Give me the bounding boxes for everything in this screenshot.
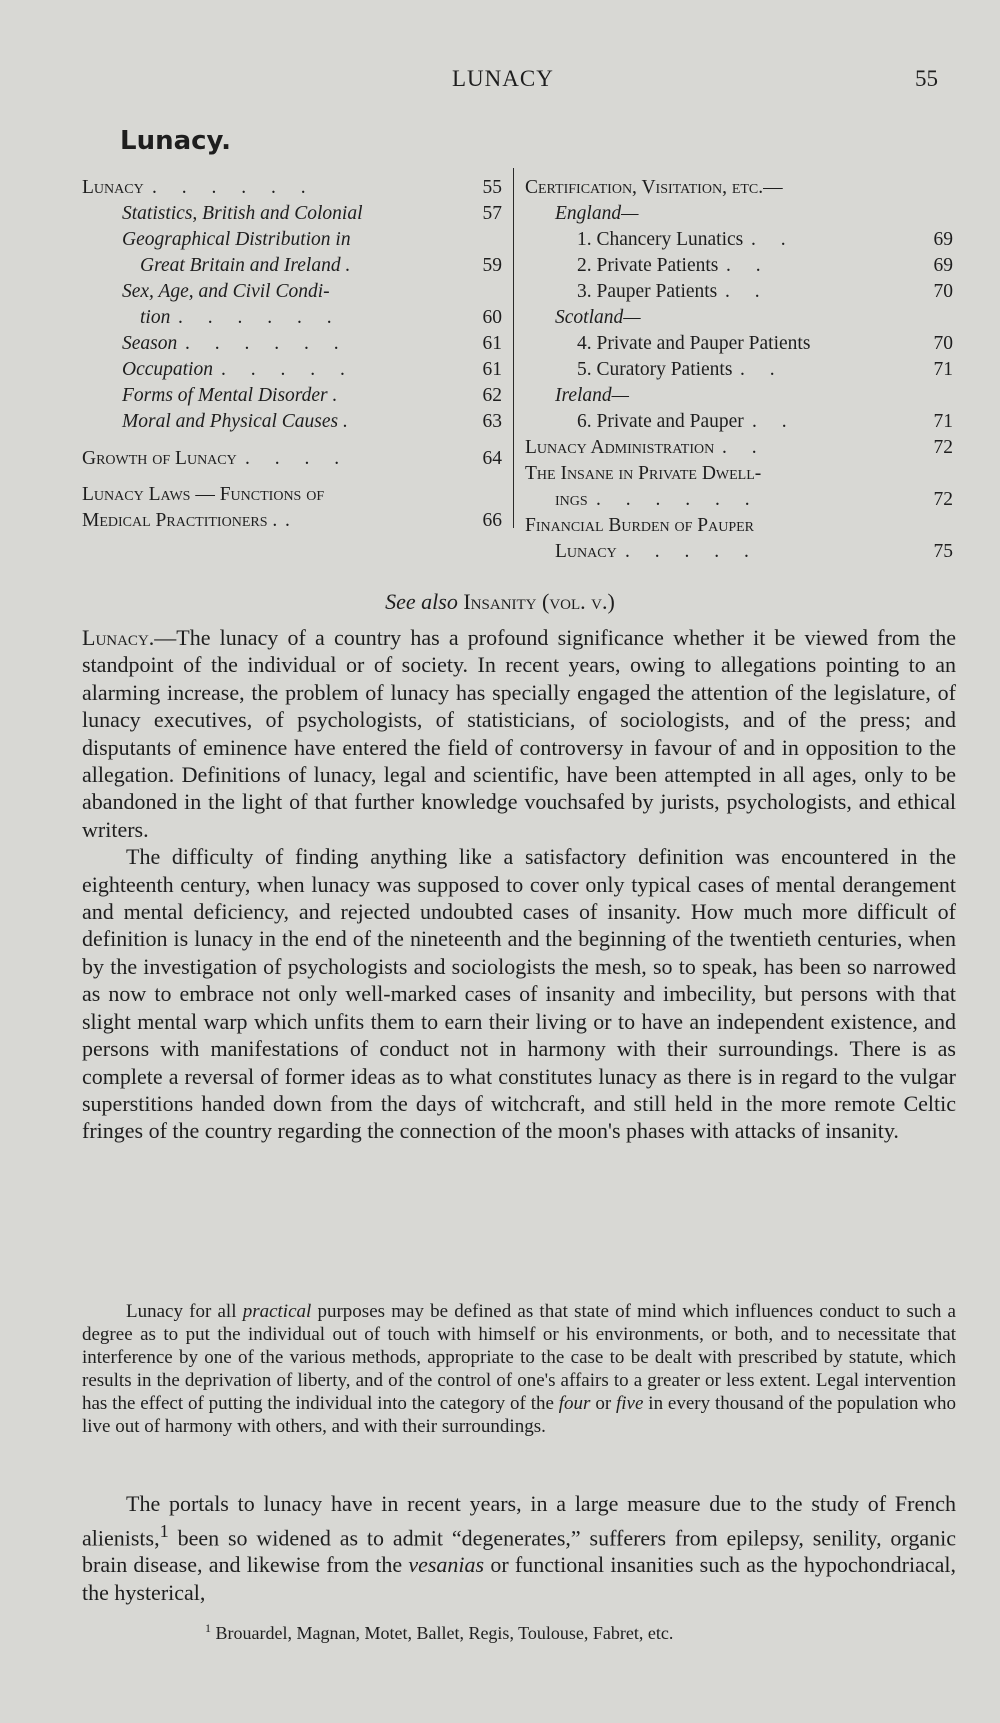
portals-text-c: or functional insanities such as the hypochondriacal, the hysterical,: [82, 1552, 956, 1605]
toc-right-entry-label: Certification, Visitation, etc.—: [525, 177, 783, 198]
toc-left-entry-leader: . . . . . .: [178, 307, 342, 328]
toc-left-entry-label: Great Britain and Ireland .: [140, 255, 351, 276]
definition-paragraph: [82, 1300, 956, 1438]
toc-right-entry-page: 71: [933, 359, 953, 380]
toc-right-entry-page: 72: [933, 437, 953, 458]
toc-left-entry[interactable]: [82, 409, 502, 435]
footnote-reference[interactable]: 1: [159, 1520, 169, 1541]
toc-left-entry-page: 62: [482, 385, 502, 406]
toc-right-entry-leader: . .: [752, 411, 797, 432]
definition-text-or: or: [590, 1393, 616, 1414]
toc-left-entry-label: Geographical Distribution in: [122, 229, 351, 250]
definition-block: [82, 1300, 956, 1438]
toc-right-entry-label: 3. Pauper Patients: [577, 281, 718, 302]
footnote: [205, 1621, 673, 1644]
toc-left-entry-label: Medical Practitioners .: [82, 510, 278, 531]
portals-text-a: The portals to lunacy have in recent years, in a large measure due to the study of French alienists,: [82, 1491, 956, 1550]
running-header: [0, 66, 1000, 100]
toc-left-entry: [82, 279, 502, 305]
toc-left-entry[interactable]: [82, 253, 502, 279]
toc-left-entry-label: Forms of Mental Disorder .: [122, 385, 338, 406]
toc-right-entry: [525, 305, 953, 331]
toc-right-entry-leader: . . . . . .: [596, 489, 760, 510]
toc-left-entry-page: 60: [482, 307, 502, 328]
toc-left-entry-label: Growth of Lunacy: [82, 448, 237, 469]
toc-left-entry: [82, 482, 502, 508]
definition-text-c: in every thousand of the population who live out of harmony with others, and with their surroundings.: [82, 1393, 956, 1437]
toc-left-entry[interactable]: [82, 508, 502, 534]
contents-left-column: [82, 175, 502, 534]
toc-left-entry-page: 61: [482, 333, 502, 354]
toc-right-entry-label: The Insane in Private Dwell-: [525, 463, 762, 484]
toc-left-entry-label: Lunacy Laws — Functions of: [82, 484, 325, 505]
toc-right-entry-leader: . .: [751, 229, 796, 250]
column-divider: [513, 168, 514, 528]
definition-text-b: purposes may be defined as that state of mind which influences conduct to such a degree as to put the individual out of touch with himself or his environments, or both, and to necessitate that interference by one of the various methods, appropriate to the case to be dealt with prescribed by statute, which results in the deprivation of liberty, and of the control of one's affairs to a greater or less extent. Legal intervention has the effect of putting the individual into the category of the: [82, 1301, 956, 1414]
toc-right-entry-label: Lunacy: [555, 541, 617, 562]
toc-left-entry-page: 55: [482, 177, 502, 198]
toc-left-entry[interactable]: [82, 201, 502, 227]
toc-right-entry: [525, 383, 953, 409]
definition-emph-practical: practical: [242, 1301, 312, 1322]
definition-emph-four: four: [558, 1393, 591, 1414]
toc-left-entry-label: Moral and Physical Causes .: [122, 411, 348, 432]
toc-left-entry-label: Statistics, British and Colonial: [122, 203, 363, 224]
toc-left-entry-page: 66: [482, 510, 502, 531]
toc-right-entry-label: 1. Chancery Lunatics: [577, 229, 744, 250]
toc-right-entry: [525, 461, 953, 487]
toc-left-entry-leader: . . . . . .: [152, 177, 316, 198]
toc-left-entry-label: Sex, Age, and Civil Condi-: [122, 281, 330, 302]
paragraph-intro: [82, 624, 956, 843]
toc-right-entry: [525, 513, 953, 539]
contents-right-column: [525, 175, 953, 565]
toc-right-entry[interactable]: [525, 227, 953, 253]
toc-right-entry-page: 72: [933, 489, 953, 510]
toc-left-entry-page: 64: [482, 448, 502, 469]
portals-emph-vesanias: vesanias: [408, 1552, 485, 1578]
toc-left-entry-page: 59: [482, 255, 502, 276]
see-also-link[interactable]: Insanity (vol. v.): [463, 589, 615, 614]
toc-right-entry: [525, 175, 953, 201]
toc-right-entry-label: Financial Burden of Pauper: [525, 515, 754, 536]
toc-left-entry-leader: . . . . .: [221, 359, 355, 380]
toc-right-entry[interactable]: [525, 435, 953, 461]
toc-left-entry[interactable]: [82, 175, 502, 201]
toc-right-entry[interactable]: [525, 539, 953, 565]
entry-lead: Lunacy.: [82, 625, 155, 650]
toc-left-entry-page: 57: [482, 203, 502, 224]
toc-left-entry-label: Season: [122, 333, 178, 354]
toc-left-entry-leader: .: [285, 510, 300, 531]
paragraph-intro-text: —The lunacy of a country has a profound significance whether it be viewed from the standpoint of the individual or of society. In recent years, owing to allegations pointing to an alarming increase, the problem of lunacy has specially engaged the attention of the legislature, of lunacy executives, of psychologists, of statisticians, of sociologists, and of the press; and disputants of eminence have entered the field of controversy in favour of and in opposition to the allegation. Definitions of lunacy, legal and scientific, have been attempted in all ages, only to be abandoned in the light of that further knowledge vouchsafed by jurists, psychologists, and ethical writers.: [82, 625, 956, 842]
definition-emph-five: five: [616, 1393, 644, 1414]
page-number: 55: [915, 66, 938, 91]
article-body: [82, 624, 956, 1145]
see-also-line: [0, 589, 1000, 615]
toc-right-entry-page: 70: [933, 281, 953, 302]
toc-right-entry[interactable]: [525, 279, 953, 305]
toc-left-entry: [82, 227, 502, 253]
toc-right-entry[interactable]: [525, 253, 953, 279]
toc-right-entry-leader: . . . . .: [625, 541, 759, 562]
footnote-text: Brouardel, Magnan, Motet, Ballet, Regis, Toulouse, Fabret, etc.: [215, 1623, 674, 1643]
toc-right-entry-leader: . .: [740, 359, 785, 380]
toc-right-entry-label: Lunacy Administration: [525, 437, 715, 458]
toc-right-entry-label: 4. Private and Pauper Patients: [577, 333, 811, 354]
toc-right-entry-label: 5. Curatory Patients: [577, 359, 733, 380]
toc-left-entry[interactable]: [82, 383, 502, 409]
toc-right-entry-label: England—: [555, 203, 639, 224]
toc-right-entry: [525, 201, 953, 227]
toc-right-entry-leader: . .: [725, 281, 770, 302]
toc-left-entry-leader: . . . . . .: [185, 333, 349, 354]
toc-right-entry-leader: . .: [722, 437, 767, 458]
toc-left-entry-label: Occupation: [122, 359, 213, 380]
toc-right-entry-page: 75: [933, 541, 953, 562]
running-title: LUNACY: [452, 66, 554, 91]
section-title: Lunacy.: [120, 126, 231, 156]
toc-right-entry-page: 69: [933, 255, 953, 276]
toc-right-entry-label: 6. Private and Pauper: [577, 411, 744, 432]
paragraph-difficulty: The difficulty of finding anything like a satisfactory definition was encountered in the eighteenth century, when lunacy was supposed to cover only typical cases of mental derangement and mental deficiency, and rejected undoubted cases of insanity. How much more difficult of definition is lunacy in the end of the nineteenth and the beginning of the twentieth centuries, when by the investigation of psychologists and sociologists the mesh, so to speak, has been so narrowed as now to embrace not only well-marked cases of insanity and imbecility, but persons with that slight mental warp which unfits them to earn their living or to have an independent existence, and persons with manifestations of conduct not in harmony with their surroundings. There is as complete a reversal of former ideas as to what constitutes lunacy as there is in regard to the vulgar superstitions handed down from the days of witchcraft, and still held in the more remote Celtic fringes of the country regarding the connection of the moon's phases with attacks of insanity.: [82, 844, 956, 1144]
article-body-continued: [82, 1490, 956, 1606]
paragraph-portals: [82, 1490, 956, 1606]
toc-right-entry-leader: . .: [726, 255, 771, 276]
toc-right-entry[interactable]: [525, 357, 953, 383]
toc-right-entry-page: 69: [933, 229, 953, 250]
toc-right-entry-page: 70: [933, 333, 953, 354]
toc-right-entry[interactable]: [525, 487, 953, 513]
toc-right-entry-page: 71: [933, 411, 953, 432]
toc-left-entry[interactable]: [82, 446, 502, 472]
see-also-prefix: See also: [385, 589, 458, 614]
toc-right-entry-label: ings: [555, 489, 588, 510]
toc-right-entry-label: 2. Private Patients: [577, 255, 719, 276]
toc-right-entry[interactable]: [525, 331, 953, 357]
toc-left-entry-leader: . . . .: [245, 448, 350, 469]
footnote-mark: 1: [205, 1621, 211, 1635]
portals-text-b: been so widened as to admit “degenerates,” sufferers from epilepsy, senility, organic brain disease, and likewise from the: [82, 1524, 956, 1578]
toc-left-entry[interactable]: [82, 331, 502, 357]
toc-right-entry-label: Ireland—: [555, 385, 630, 406]
toc-right-entry-label: Scotland—: [555, 307, 641, 328]
definition-text-a: Lunacy for all: [126, 1301, 243, 1322]
toc-left-entry[interactable]: [82, 305, 502, 331]
toc-left-entry-label: tion: [140, 307, 171, 328]
toc-left-entry[interactable]: [82, 357, 502, 383]
toc-left-entry-label: Lunacy: [82, 177, 144, 198]
toc-left-entry-page: 61: [482, 359, 502, 380]
toc-right-entry[interactable]: [525, 409, 953, 435]
toc-left-entry-page: 63: [482, 411, 502, 432]
